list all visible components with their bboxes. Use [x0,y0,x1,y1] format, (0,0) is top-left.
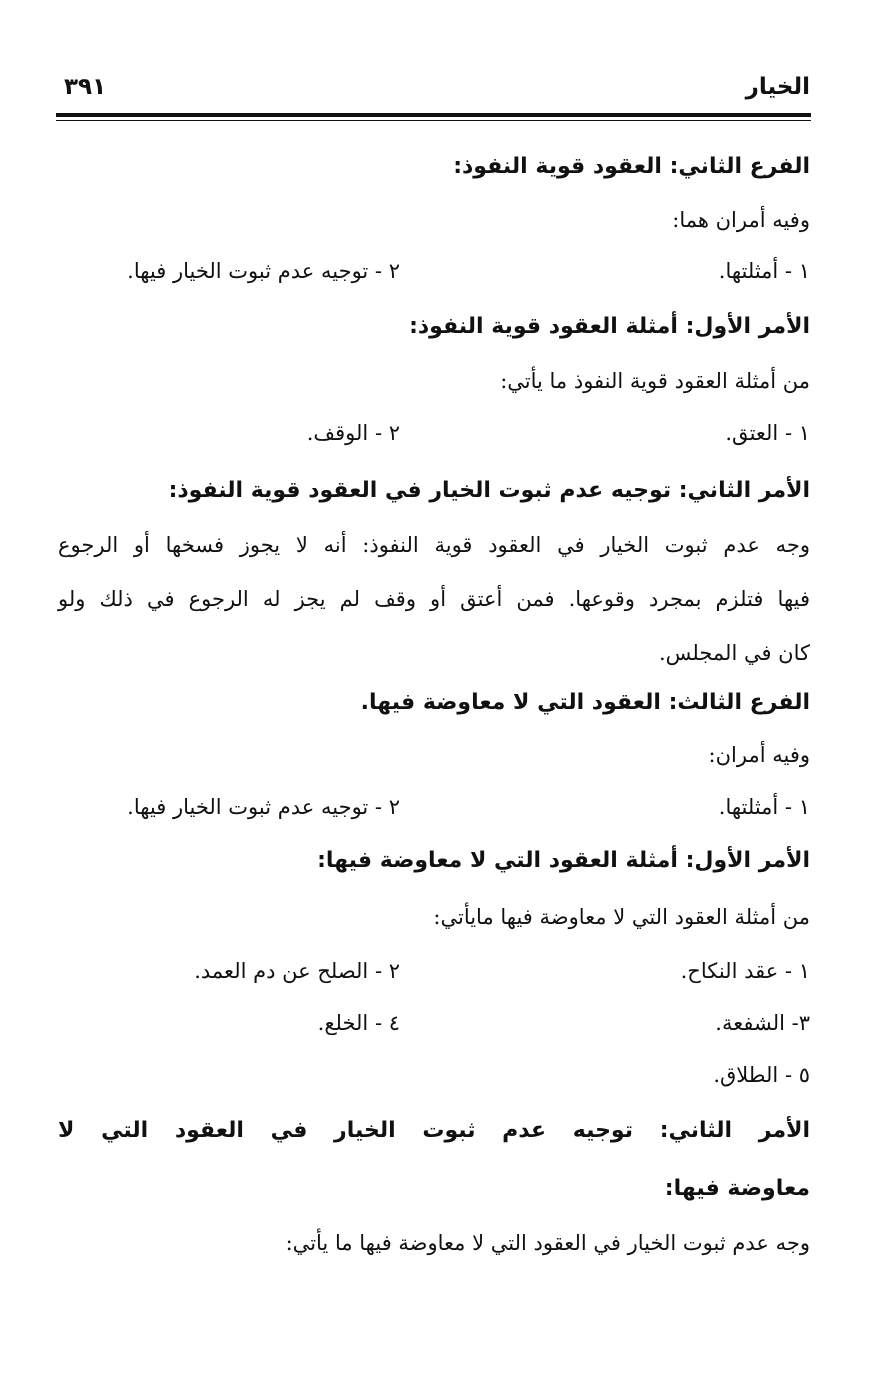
list-item: ١ - العتق. [725,421,810,445]
list-item: ١ - أمثلتها. [718,259,810,283]
running-title: الخيار [745,74,810,100]
header-rule-thick [56,113,811,117]
b3-matter-2-heading-line: معاوضة فيها: [664,1176,810,1201]
b2-matter-2-heading: الأمر الثاني: توجيه عدم ثبوت الخيار في العقود قوية النفوذ: [168,478,810,503]
list-item: ٢ - الوقف. [306,421,400,445]
list-item: ١ - عقد النكاح. [680,959,810,983]
b2-matter-2-para-line: فيها فتلزم بمجرد وقوعها. فمن أعتق أو وقف لم يجز له الرجوع في ذلك ولو [58,587,810,611]
b3-matter-2-heading-line: الأمر الثاني: توجيه عدم ثبوت الخيار في العقود التي لا [58,1118,810,1143]
branch-3-intro: وفيه أمران: [708,743,810,767]
page-number: ٣٩١ [64,74,107,100]
branch-2-intro: وفيه أمران هما: [672,208,810,232]
list-item: ٣- الشفعة. [715,1011,810,1035]
list-item: ٢ - توجيه عدم ثبوت الخيار فيها. [127,259,400,283]
list-item: ٤ - الخلع. [317,1011,400,1035]
b2-matter-2-para-line: كان في المجلس. [658,641,810,665]
branch-3-heading: الفرع الثالث: العقود التي لا معاوضة فيها. [360,690,810,715]
list-item: ٢ - توجيه عدم ثبوت الخيار فيها. [127,795,400,819]
b3-matter-1-heading: الأمر الأول: أمثلة العقود التي لا معاوضة فيها: [317,848,810,873]
b3-matter-1-intro: من أمثلة العقود التي لا معاوضة فيها مايأتي: [433,905,810,929]
header-rule-thin [56,120,811,121]
page-header [58,74,810,108]
list-item: ٥ - الطلاق. [713,1063,810,1087]
branch-2-heading: الفرع الثاني: العقود قوية النفوذ: [453,154,810,179]
b3-matter-2-text: وجه عدم ثبوت الخيار في العقود التي لا معاوضة فيها ما يأتي: [285,1231,810,1255]
b2-matter-1-intro: من أمثلة العقود قوية النفوذ ما يأتي: [500,369,810,393]
b2-matter-1-heading: الأمر الأول: أمثلة العقود قوية النفوذ: [409,314,810,339]
list-item: ٢ - الصلح عن دم العمد. [194,959,400,983]
b2-matter-2-para-line: وجه عدم ثبوت الخيار في العقود قوية النفوذ: أنه لا يجوز فسخها أو الرجوع [58,533,810,557]
list-item: ١ - أمثلتها. [718,795,810,819]
